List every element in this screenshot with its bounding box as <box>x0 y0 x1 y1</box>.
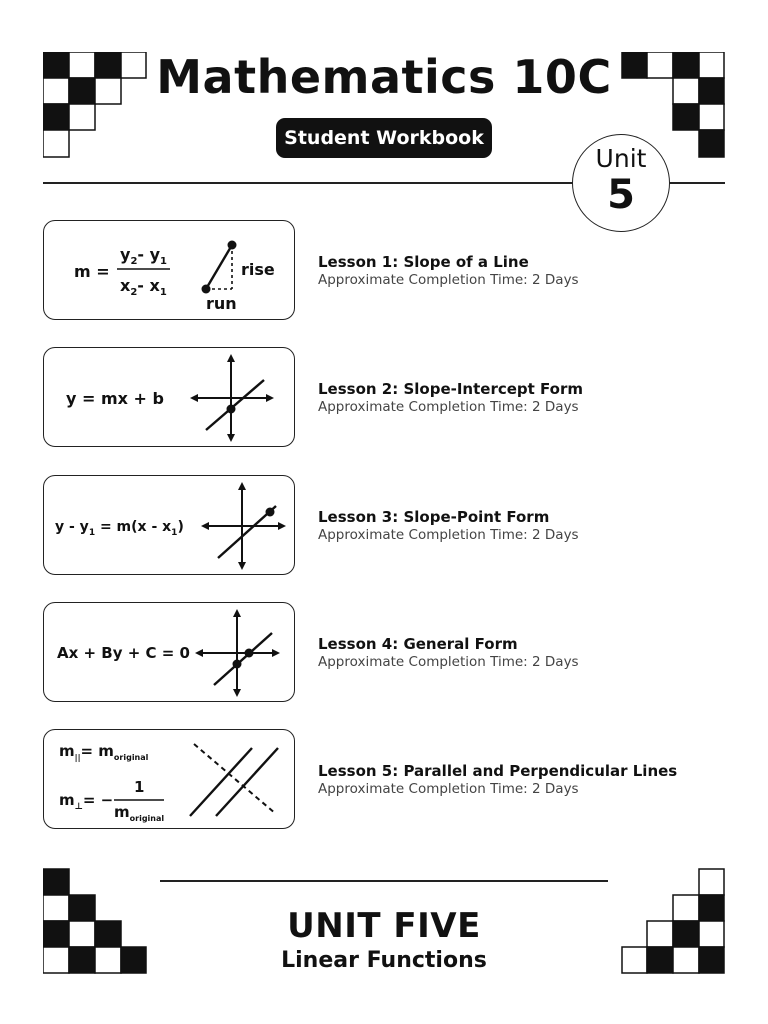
rise-label: rise <box>241 260 275 279</box>
lesson-5-info <box>318 762 738 798</box>
slope-intercept-illustration <box>44 348 294 446</box>
slope-formula-lhs: m = <box>74 262 110 281</box>
run-label: run <box>206 294 237 313</box>
slope-formula-illustration <box>44 221 294 319</box>
lesson-4-formula: Ax + By + C = 0 <box>57 644 190 662</box>
page-title: Mathematics 10C <box>156 50 612 104</box>
lesson-2-formula: y = mx + b <box>66 389 164 408</box>
unit-badge <box>572 134 670 232</box>
lesson-1-formula-card <box>43 220 295 320</box>
lesson-3-formula-card <box>43 475 295 575</box>
lesson-5-title: Lesson 5: Parallel and Perpendicular Lines <box>318 762 678 780</box>
lesson-2-info <box>318 380 738 416</box>
perpendicular-slope-denominator: $m_{original}$ <box>114 803 165 823</box>
lesson-4-time: Approximate Completion Time: 2 Days <box>318 654 579 670</box>
footer-divider <box>160 880 608 882</box>
lesson-4-title: Lesson 4: General Form <box>318 635 518 653</box>
lesson-1-time: Approximate Completion Time: 2 Days <box>318 272 579 288</box>
lesson-2-title: Lesson 2: Slope-Intercept Form <box>318 380 584 398</box>
lesson-3-info <box>318 508 738 544</box>
lesson-1-info <box>318 253 738 289</box>
perpendicular-slope-numerator: 1 <box>134 778 145 796</box>
lesson-3-formula: $y - y_1 = m(x - x_1)$ <box>55 519 184 538</box>
lesson-4-info <box>318 635 738 671</box>
lesson-5-time: Approximate Completion Time: 2 Days <box>318 781 579 797</box>
lesson-4-formula-card <box>43 602 295 702</box>
perpendicular-slope-lhs: $m_\perp=$ − <box>59 791 114 812</box>
slope-point-illustration <box>44 476 294 574</box>
lesson-2-formula-card <box>43 347 295 447</box>
unit-title: UNIT FIVE <box>287 906 481 946</box>
unit-number: 5 <box>607 172 635 218</box>
slope-formula-numerator: $y_2-$ $y_1$ <box>120 245 168 267</box>
workbook-badge: Student Workbook <box>276 118 492 158</box>
lesson-5-formula-card <box>43 729 295 829</box>
unit-subtitle: Linear Functions <box>281 948 487 973</box>
lesson-3-title: Lesson 3: Slope-Point Form <box>318 508 550 526</box>
slope-formula-denominator: $x_2-$ $x_1$ <box>120 276 167 298</box>
general-form-illustration <box>44 603 294 701</box>
parallel-perpendicular-illustration <box>44 730 294 828</box>
parallel-slope-formula: $m_{||}= m_{original}$ <box>59 742 149 762</box>
unit-label: Unit <box>595 144 647 173</box>
lesson-1-title: Lesson 1: Slope of a Line <box>318 253 529 271</box>
lesson-3-time: Approximate Completion Time: 2 Days <box>318 527 579 543</box>
lesson-2-time: Approximate Completion Time: 2 Days <box>318 399 579 415</box>
